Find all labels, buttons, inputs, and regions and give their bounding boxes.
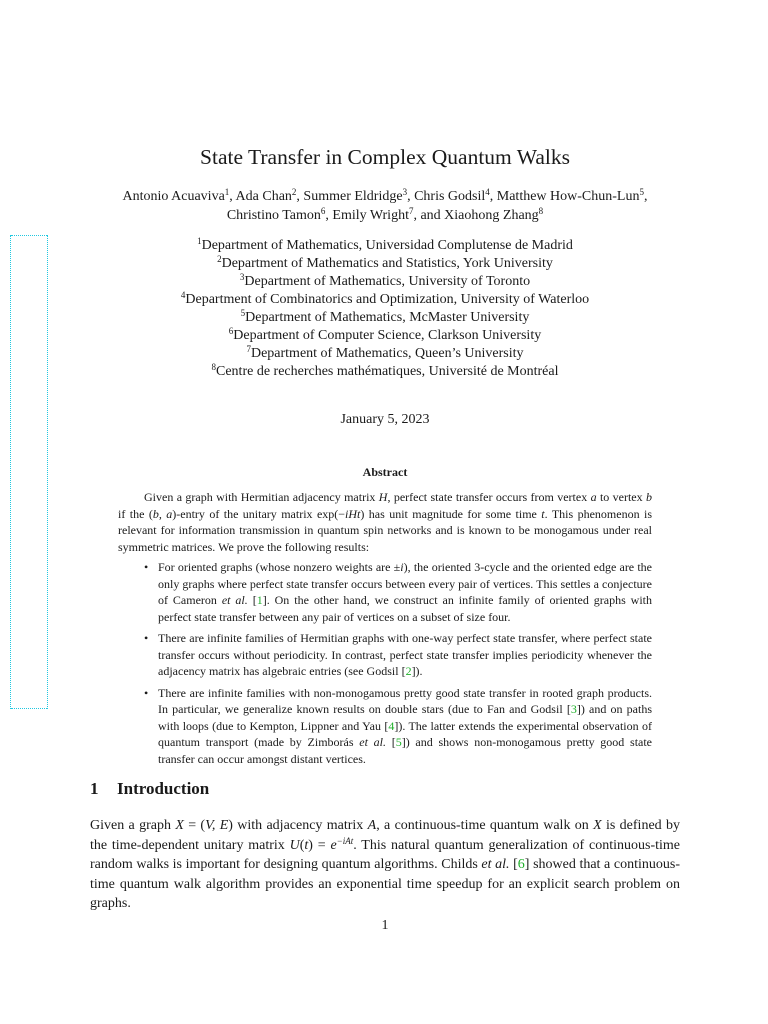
author: Matthew How-Chun-Lun$^5$, [496, 187, 648, 204]
author: Christino Tamon$^6$, [226, 206, 333, 223]
abstract-body [118, 489, 652, 772]
citation-link[interactable]: 5 [395, 735, 402, 749]
affiliation: $^4$Department of Combinatorics and Optimization, University of Waterloo [180, 290, 590, 307]
affiliation: $^7$Department of Mathematics, Queen’s University [246, 344, 524, 361]
list-item: • There are infinite families of Hermitian graphs with one-way perfect state transfer, where perfect state transfer occurs without periodicity. In contrast, perfect state transfer implies periodicity whenever the adjacency matrix has algebraic entries (see Godsil [2]). [144, 631, 652, 678]
citation-link[interactable]: 1 [256, 593, 263, 607]
list-item: • For oriented graphs (whose nonzero weights are ±i), the oriented 3-cycle and the oriented edge are the only graphs where perfect state transfer occurs between every pair of vertices. This settles a conjecture of Cameron et al. [1]. On the other hand, we construct an infinite family of oriented graphs with perfect state transfer between any pair of vertices on a subset of size four. [144, 560, 653, 624]
affiliation: $^8$Centre de recherches mathématiques, Université de Montréal [211, 362, 559, 379]
author: Summer Eldridge$^3$, [303, 187, 415, 204]
result-list [118, 559, 652, 767]
affiliation: $^3$Department of Mathematics, University of Toronto [239, 272, 531, 289]
citation-link[interactable]: 6 [517, 857, 525, 872]
paper-date: January 5, 2023 [340, 412, 430, 427]
citation-link[interactable]: 4 [388, 718, 395, 733]
affiliation: $^1$Department of Mathematics, Universidad Complutense de Madrid [197, 236, 573, 253]
affiliation-list [90, 237, 680, 381]
bullet-icon: • [144, 560, 149, 574]
citation-link[interactable]: 2 [405, 664, 412, 678]
author-list [90, 187, 680, 225]
citation-link[interactable]: 3 [570, 702, 577, 716]
author: Emily Wright$^7$, and [332, 206, 445, 223]
bullet-icon: • [144, 685, 149, 700]
list-item: • There are infinite families with non-monogamous pretty good state transfer in rooted graph products. In particular, we generalize known results on double stars (due to Fan and Godsil [3]) and on paths with loops (due to Kempton, Lippner and Yau [4]). The latter extends the experimental observation of quantum transport (made by Zimborás et al. [5]) and shows non-monogamous pretty good state transfer can occur amongst distant vertices. [144, 685, 653, 766]
affiliation: $^5$Department of Mathematics, McMaster University [240, 308, 530, 325]
abstract-heading: Abstract [362, 465, 408, 479]
abstract-paragraph: Given a graph with Hermitian adjacency matrix H, perfect state transfer occurs from vertex a to vertex b if the (b, a)-entry of the unitary matrix exp(−iHt) has unit magnitude for some time t. This phenomenon is relevant for information transmission in quantum spin networks and is known to be monogamous under real symmetric matrices. We prove the following results: [118, 490, 652, 554]
intro-paragraph: Given a graph X = (V, E) with adjacency matrix A, a continuous-time quantum walk on X is defined by the time-dependent unitary matrix $U(t) = e^{-iAt}$. This natural quantum generalization of continuous-time random walks is important for designing quantum algorithms. Childs et al. [6] showed that a continuous-time quantum walk algorithm provides an exponential time speedup for an explicit search problem on graphs. [90, 818, 681, 911]
paper-title: State Transfer in Complex Quantum Walks [200, 145, 570, 169]
author: Antonio Acuaviva$^1$, [122, 187, 236, 204]
author: Xiaohong Zhang$^8$ [444, 206, 544, 223]
author: Ada Chan$^2$, [235, 187, 304, 204]
author: Chris Godsil$^4$, [414, 187, 497, 204]
section-heading: 1 Introduction [90, 779, 210, 798]
affiliation: $^2$Department of Mathematics and Statistics, York University [217, 254, 553, 271]
affiliation: $^6$Department of Computer Science, Clarkson University [228, 326, 542, 343]
page-number: 1 [381, 918, 389, 933]
margin-guide [10, 235, 48, 709]
bullet-icon: • [144, 631, 149, 645]
